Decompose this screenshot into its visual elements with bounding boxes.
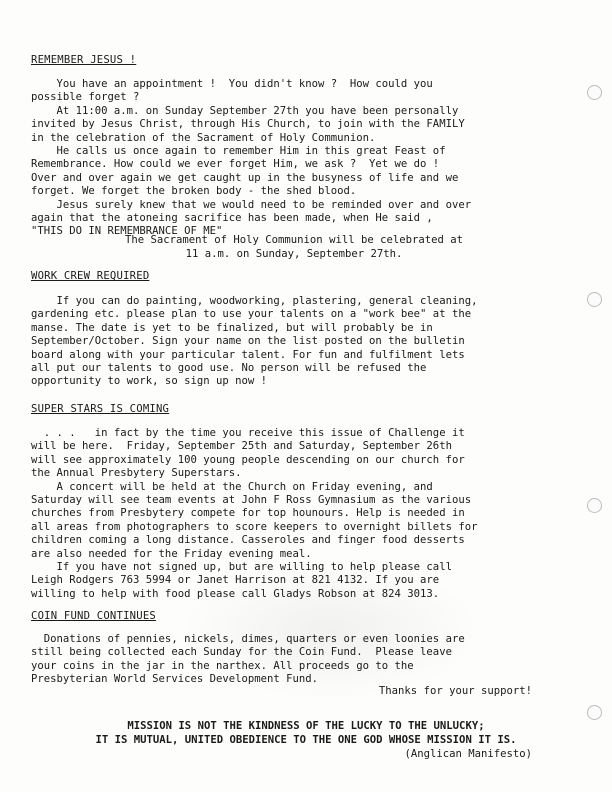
text-line: "THIS DO IN REMEMBRANCE OF ME" bbox=[31, 225, 223, 238]
text-line: will see approximately 100 young people descending on our church for bbox=[31, 453, 465, 466]
section-body-coin-fund bbox=[31, 633, 541, 687]
text-line: Over and over again we get caught up in the busyness of life and we bbox=[31, 171, 459, 184]
text-line: in the celebration of the Sacrament of Holy Communion. bbox=[31, 131, 376, 144]
text-line: He calls us once again to remember Him in this great Feast of bbox=[31, 145, 446, 158]
binder-hole-icon bbox=[587, 498, 602, 513]
communion-notice-line-1: The Sacrament of Holy Communion will be celebrated at bbox=[124, 234, 464, 246]
text-line: again that the atoneing sacrifice has been made, when He said , bbox=[31, 212, 433, 225]
text-line: Leigh Rodgers 763 5994 or Janet Harrison at 821 4132. If you are bbox=[31, 574, 440, 587]
binder-hole-icon bbox=[587, 705, 602, 720]
text-line: manse. The date is yet to be finalized, but will probably be in bbox=[31, 321, 433, 334]
section-heading-super-stars: SUPER STARS IS COMING bbox=[31, 403, 170, 415]
section-heading-remember-jesus: REMEMBER JESUS ! bbox=[31, 54, 137, 66]
text-line: Presbyterian World Services Development Fund. bbox=[31, 673, 319, 686]
text-line: willing to help with food please call Gladys Robson at 824 3013. bbox=[31, 587, 440, 600]
communion-notice-line-2: 11 a.m. on Sunday, September 27th. bbox=[185, 248, 403, 260]
text-line: children coming a long distance. Casseroles and finger food desserts bbox=[31, 534, 465, 547]
text-line: board along with your particular talent. For fun and fulfilment lets bbox=[31, 348, 465, 361]
text-line: forget. We forget the broken body - the shed blood. bbox=[31, 185, 357, 198]
section-body-work-crew bbox=[31, 295, 541, 389]
text-line: gardening etc. please plan to use your talents on a "work bee" at the bbox=[31, 308, 472, 321]
text-line: Donations of pennies, nickels, dimes, quarters or even loonies are bbox=[31, 633, 465, 645]
text-line: opportunity to work, so sign up now ! bbox=[31, 375, 267, 388]
binder-hole-icon bbox=[587, 292, 602, 307]
text-line: September/October. Sign your name on the list posted on the bulletin bbox=[31, 335, 465, 348]
text-line: churches from Presbytery compete for top hounours. Help is needed in bbox=[31, 507, 465, 520]
text-line: Saturday will see team events at John F Ross Gymnasium as the various bbox=[31, 494, 472, 507]
text-line: still being collected each Sunday for the Coin Fund. Please leave bbox=[31, 646, 452, 659]
text-line: the Annual Presbytery Superstars. bbox=[31, 467, 242, 480]
text-line: If you have not signed up, but are willing to help please call bbox=[31, 561, 452, 574]
text-line: You have an appointment ! You didn't know ? How could you bbox=[31, 78, 433, 90]
section-heading-coin-fund: COIN FUND CONTINUES bbox=[31, 610, 156, 622]
closing-quote-line-2: IT IS MUTUAL, UNITED OBEDIENCE TO THE ONE GOD WHOSE MISSION IT IS. bbox=[95, 734, 517, 746]
closing-quote-line-1: MISSION IS NOT THE KINDNESS OF THE LUCKY TO THE UNLUCKY; bbox=[127, 720, 485, 732]
text-line: At 11:00 a.m. on Sunday September 27th you have been personally bbox=[31, 104, 459, 117]
binder-hole-icon bbox=[587, 85, 602, 100]
text-line: will be here. Friday, September 25th and Saturday, September 26th bbox=[31, 440, 452, 453]
text-line: are also needed for the Friday evening meal. bbox=[31, 547, 312, 560]
text-line: Jesus surely knew that we would need to be reminded over and over bbox=[31, 198, 472, 211]
text-line: invited by Jesus Christ, through His Church, to join with the FAMILY bbox=[31, 118, 465, 131]
coin-fund-thanks: Thanks for your support! bbox=[378, 685, 532, 697]
section-body-super-stars bbox=[31, 427, 541, 601]
closing-attribution: (Anglican Manifesto) bbox=[404, 748, 532, 760]
text-line: . . . in fact by the time you receive this issue of Challenge it bbox=[31, 427, 465, 439]
text-line: Remembrance. How could we ever forget Him, we ask ? Yet we do ! bbox=[31, 158, 440, 171]
text-line: your coins in the jar in the narthex. All proceeds go to the bbox=[31, 659, 414, 672]
text-line: A concert will be held at the Church on Friday evening, and bbox=[31, 480, 433, 493]
text-line: If you can do painting, woodworking, plastering, general cleaning, bbox=[31, 295, 478, 307]
text-line: all areas from photographers to score keepers to overnight billets for bbox=[31, 520, 478, 533]
text-line: possible forget ? bbox=[31, 91, 140, 104]
section-body-remember-jesus bbox=[31, 78, 541, 239]
section-heading-work-crew: WORK CREW REQUIRED bbox=[31, 270, 150, 282]
text-line: all put our talents to good use. No person will be refused the bbox=[31, 362, 427, 375]
